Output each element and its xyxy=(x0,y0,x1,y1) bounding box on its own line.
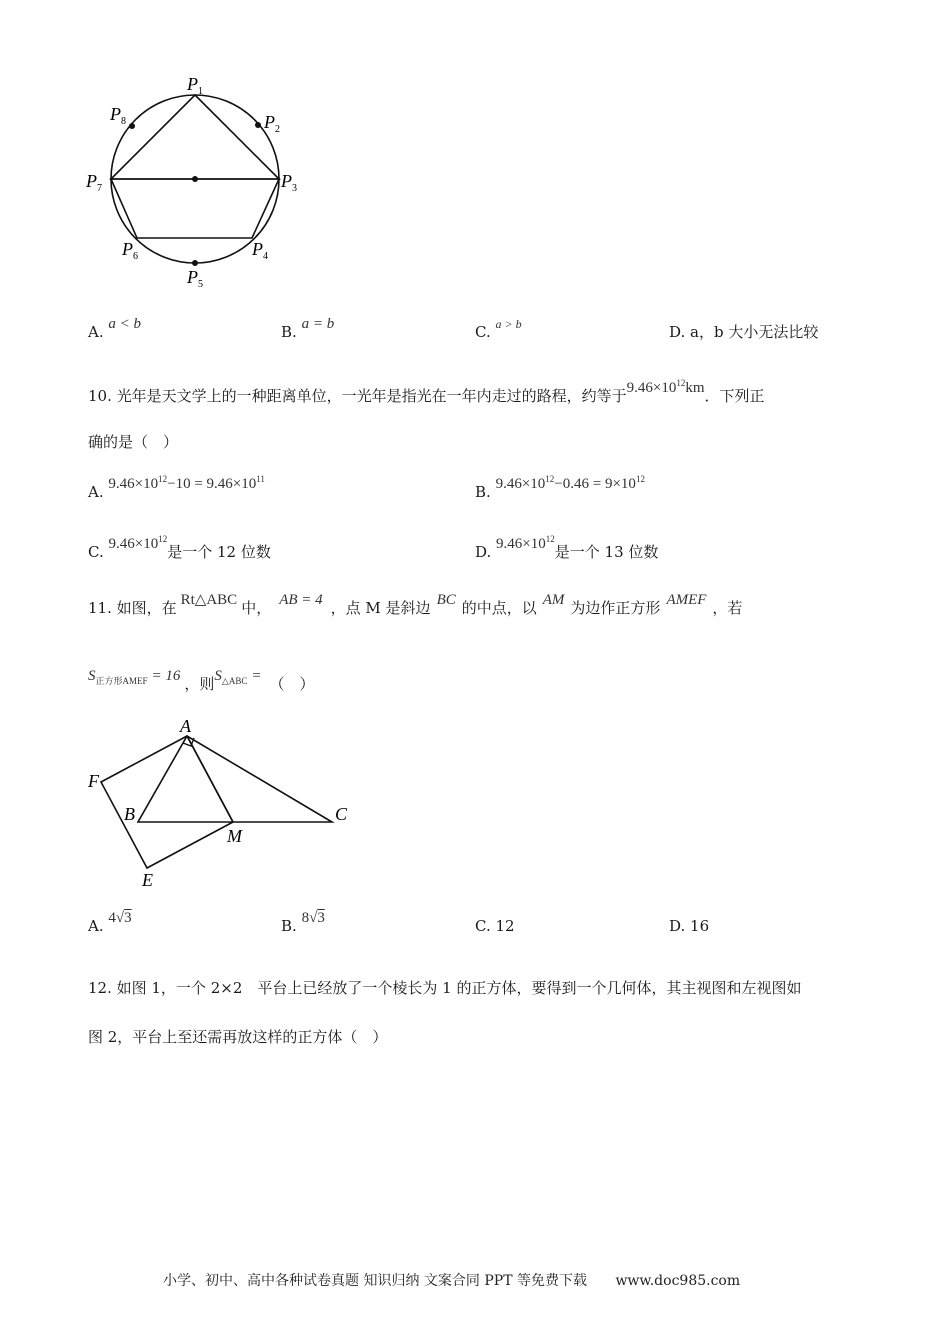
point-p5 xyxy=(192,260,198,266)
point-p8 xyxy=(129,123,135,129)
q10-line1: 10. 光年是天文学上的一种距离单位，一光年是指光在一年内走过的路程，约等于$9.46\times 10^{12}km$．下列正 xyxy=(88,378,765,405)
q9-option-a-math: a < b xyxy=(108,316,142,332)
label-p7: $P_7$ xyxy=(86,171,102,194)
label-p2: $P_2$ xyxy=(264,112,280,135)
q9-option-b: B. a = b xyxy=(281,316,335,341)
q11-line2: $S_{正方形AMEF} = 16$ ，则$S_{\triangle ABC}$ = （ ） xyxy=(88,668,315,693)
square-amef xyxy=(101,736,233,868)
label-m: M xyxy=(227,826,242,846)
triangle-square-figure xyxy=(80,712,370,897)
q9-option-c-math: a > b xyxy=(495,317,522,331)
q11-option-a: A. 4√3 xyxy=(88,910,132,935)
label-p1: $P_1$ xyxy=(187,74,203,97)
q12-line2: 图 2，平台上至还需再放这样的正方体（ ） xyxy=(88,1028,388,1046)
label-p4: $P_4$ xyxy=(252,239,268,262)
label-f: F xyxy=(88,771,99,791)
circle-octagon-figure xyxy=(80,68,320,298)
q9-option-c: C. $^{a > b}$ xyxy=(475,317,522,341)
q9-option-b-math: a = b xyxy=(301,316,335,332)
q10-option-a: A. $9.46\times 10^{12}-10 = 9.46\times 10^{11}$ xyxy=(88,474,265,501)
footer-url[interactable]: www.doc985.com xyxy=(615,1273,741,1289)
label-p6: $P_6$ xyxy=(122,239,138,262)
label-e: E xyxy=(142,870,153,890)
q11-option-d: D. 16 xyxy=(669,917,710,935)
label-a: A xyxy=(180,716,191,736)
q11-line1: 11. 如图，在 Rt△ABC 中， AB = 4 ，点 M 是斜边 BC 的中点，以 AM 为边作正方形 AMEF ，若 xyxy=(88,592,743,617)
label-c: C xyxy=(335,804,348,824)
q10-option-b: B. $9.46\times 10^{12}-0.46 = 9\times 10^{12}$ xyxy=(475,474,645,501)
q10-option-d: D. $9.46\times 10^{12}$是一个 13 位数 xyxy=(475,534,659,561)
label-p5: $P_5$ xyxy=(187,267,203,290)
q9-option-d: D. a，b 大小无法比较 xyxy=(669,323,819,341)
point-p2 xyxy=(255,122,261,128)
q12-line1: 12. 如图 1，一个 2×2 平台上已经放了一个棱长为 1 的正方体，要得到一个几何体，其主视图和左视图如 xyxy=(88,979,802,997)
footer-text: 小学、初中、高中各种试卷真题 知识归纳 文案合同 PPT 等免费下载 xyxy=(163,1273,587,1289)
q9-option-a: A. a < b xyxy=(88,316,142,341)
footer xyxy=(163,1270,740,1290)
triangle-abc xyxy=(138,736,332,822)
pentagon xyxy=(111,179,279,238)
label-b: B xyxy=(124,804,135,824)
label-p3: $P_3$ xyxy=(281,171,297,194)
q10-value: $9.46\times 10^{12}km$ xyxy=(626,378,705,396)
q10-option-c: C. $9.46\times 10^{12}$是一个 12 位数 xyxy=(88,534,271,561)
q11-option-c: C. 12 xyxy=(475,917,515,935)
q11-option-b: B. 8√3 xyxy=(281,910,325,935)
center-point xyxy=(192,176,198,182)
triangle-p1-p3-p7 xyxy=(111,95,279,179)
label-p8: $P_8$ xyxy=(110,104,126,127)
q10-line2: 确的是（ ） xyxy=(88,433,179,451)
